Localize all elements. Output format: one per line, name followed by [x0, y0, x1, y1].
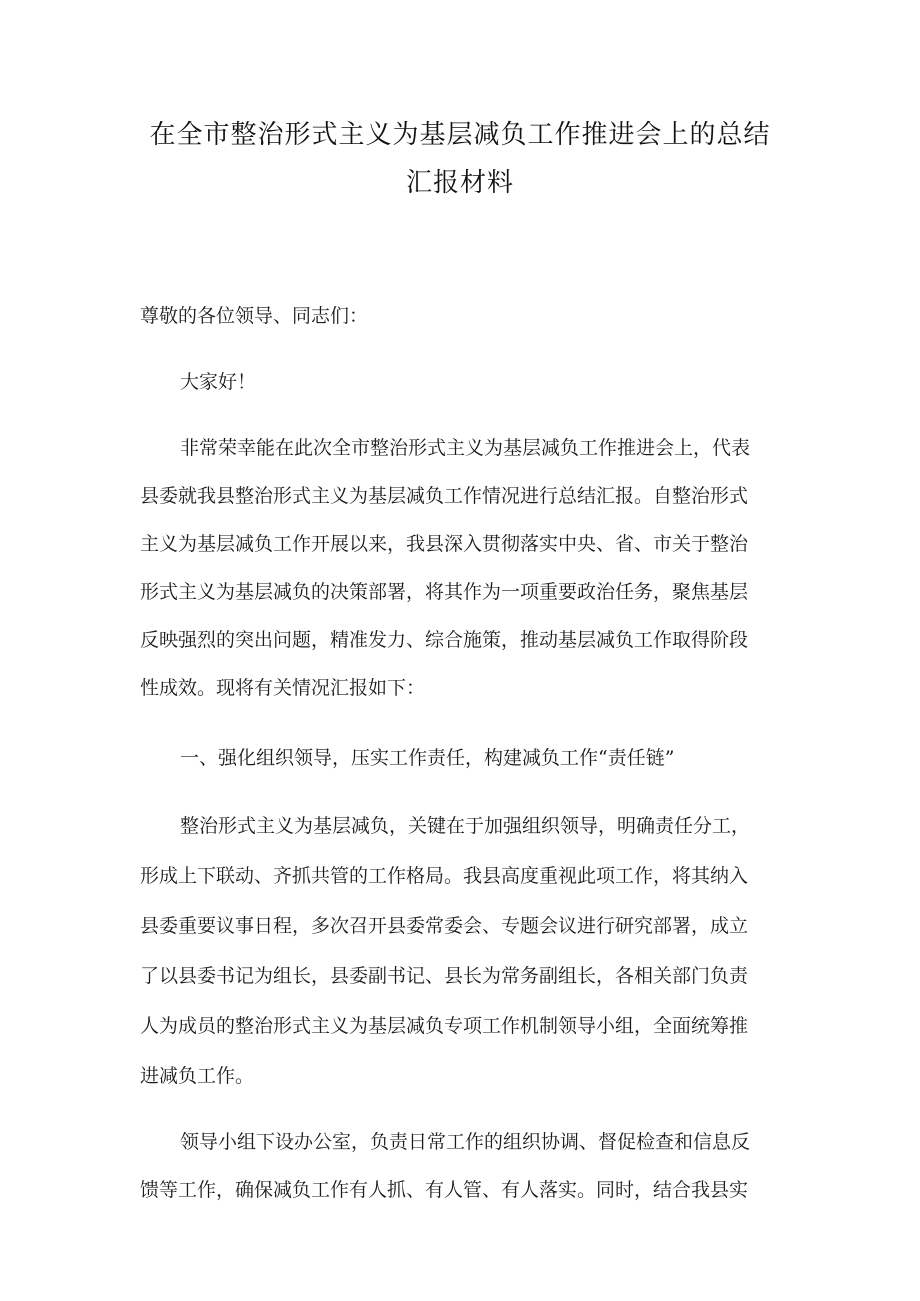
section-1-heading: 一、强化组织领导，压实工作责任，构建减负工作“责任链” — [180, 747, 675, 769]
paragraph-2-line: 整治形式主义为基层减负，关键在于加强组织领导，明确责任分工， — [180, 815, 751, 837]
paragraph-1-line: 非常荣幸能在此次全市整治形式主义为基层减负工作推进会上，代表 — [180, 437, 751, 459]
paragraph-1-line: 形式主义为基层减负的决策部署，将其作为一项重要政治任务，聚焦基层 — [140, 581, 749, 603]
paragraph-1-line: 性成效。现将有关情况汇报如下： — [140, 677, 426, 699]
greeting: 大家好！ — [180, 371, 257, 393]
document-title-line-2: 汇报材料 — [405, 168, 514, 198]
paragraph-3-line: 馈等工作，确保减负工作有人抓、有人管、有人落实。同时，结合我县实 — [140, 1179, 749, 1201]
paragraph-2-line: 形成上下联动、齐抓共管的工作格局。我县高度重视此项工作，将其纳入 — [140, 865, 749, 887]
salutation: 尊敬的各位领导、同志们： — [140, 305, 369, 327]
paragraph-3-line: 领导小组下设办公室，负责日常工作的组织协调、督促检查和信息反 — [180, 1131, 751, 1153]
paragraph-2-line: 人为成员的整治形式主义为基层减负专项工作机制领导小组，全面统筹推 — [140, 1015, 749, 1037]
paragraph-2-line: 进减负工作。 — [140, 1065, 255, 1087]
document-title-line-1: 在全市整治形式主义为基层减负工作推进会上的总结 — [149, 120, 771, 150]
paragraph-2-line: 县委重要议事日程，多次召开县委常委会、专题会议进行研究部署，成立 — [140, 915, 749, 937]
paragraph-2-line: 了以县委书记为组长，县委副书记、县长为常务副组长，各相关部门负责 — [140, 965, 749, 987]
paragraph-1-line: 县委就我县整治形式主义为基层减负工作情况进行总结汇报。自整治形式 — [140, 485, 749, 507]
paragraph-1-line: 反映强烈的突出问题，精准发力、综合施策，推动基层减负工作取得阶段 — [140, 629, 749, 651]
paragraph-1-line: 主义为基层减负工作开展以来，我县深入贯彻落实中央、省、市关于整治 — [140, 533, 749, 555]
